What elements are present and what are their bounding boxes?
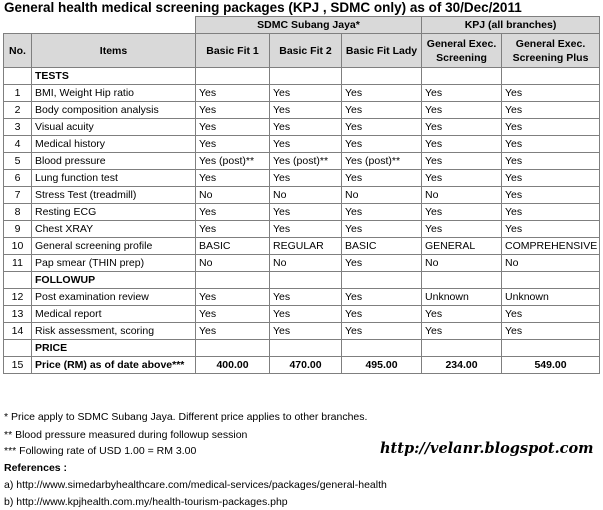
row-value: Yes (post)** [196,153,270,170]
row-value: Yes [422,204,502,221]
row-value: Yes [270,170,342,187]
note-2: ** Blood pressure measured during followup session [4,429,248,441]
row-value: Yes [422,153,502,170]
blog-url[interactable]: http://velanr.blogspot.com [380,440,594,457]
row-value: No [270,187,342,204]
row-number: 13 [4,306,32,323]
note-1: * Price apply to SDMC Subang Jaya. Different price applies to other branches. [4,411,368,423]
section-empty-cell [502,340,600,357]
price-value: 234.00 [422,357,502,374]
price-value: 549.00 [502,357,600,374]
reference-a[interactable]: a) http://www.simedarbyhealthcare.com/medical-services/packages/general-health [4,479,387,491]
row-value: Yes [270,289,342,306]
table-row [4,85,600,102]
section-label: FOLLOWUP [32,272,196,289]
references-label: References : [4,462,68,474]
row-number: 3 [4,119,32,136]
table-row [4,323,600,340]
row-value: Yes [502,85,600,102]
row-value: Yes [422,306,502,323]
row-value: Yes [502,119,600,136]
row-number: 10 [4,238,32,255]
row-value: Yes (post)** [270,153,342,170]
row-value: Yes [422,119,502,136]
row-value: Yes [196,221,270,238]
row-item: Chest XRAY [32,221,196,238]
section-empty-cell [270,68,342,85]
group-header-row [4,17,600,34]
row-value: Yes [196,102,270,119]
row-value: No [342,187,422,204]
section-empty-cell [422,340,502,357]
table-row [4,136,600,153]
row-value: GENERAL [422,238,502,255]
row-value: Yes [342,102,422,119]
section-empty-cell [422,272,502,289]
row-value: Yes [270,323,342,340]
section-row-followup [4,272,600,289]
row-value: Yes [342,204,422,221]
row-item: General screening profile [32,238,196,255]
row-value: Yes [342,289,422,306]
row-value: Yes [342,119,422,136]
row-value: Yes (post)** [342,153,422,170]
section-no-empty [4,272,32,289]
row-value: Yes [196,306,270,323]
empty-corner [4,17,196,34]
row-value: Yes [342,136,422,153]
row-value: Yes [422,136,502,153]
packages-table [3,16,600,374]
section-row-tests [4,68,600,85]
row-item: Blood pressure [32,153,196,170]
page-title: General health medical screening packages (KPJ , SDMC only) as of 30/Dec/2011 [4,0,522,15]
row-value: No [196,187,270,204]
row-value: Yes [502,153,600,170]
row-value: Yes [342,255,422,272]
price-value: 470.00 [270,357,342,374]
row-value: Unknown [502,289,600,306]
row-value: Yes [270,204,342,221]
table-row [4,204,600,221]
row-number: 11 [4,255,32,272]
row-item: Pap smear (THIN prep) [32,255,196,272]
row-value: Yes [196,170,270,187]
row-value: Yes [422,85,502,102]
row-value: Yes [270,119,342,136]
row-number: 2 [4,102,32,119]
col-basic-fit-lady: Basic Fit Lady [342,34,422,68]
col-general-exec-plus: General Exec. Screening Plus [502,34,600,68]
row-value: Yes [502,170,600,187]
row-item: Risk assessment, scoring [32,323,196,340]
section-empty-cell [502,272,600,289]
section-no-empty [4,340,32,357]
row-value: Yes [196,204,270,221]
table-row [4,170,600,187]
row-value: Yes [502,187,600,204]
row-value: No [502,255,600,272]
row-value: No [270,255,342,272]
price-row [4,357,600,374]
table-row [4,221,600,238]
row-item: Medical report [32,306,196,323]
section-empty-cell [422,68,502,85]
row-item: Stress Test (treadmill) [32,187,196,204]
row-value: COMPREHENSIVE [502,238,600,255]
row-item: Body composition analysis [32,102,196,119]
row-value: Yes [196,136,270,153]
row-value: Yes [422,170,502,187]
col-basic-fit-1: Basic Fit 1 [196,34,270,68]
row-value: Unknown [422,289,502,306]
row-number: 7 [4,187,32,204]
row-value: Yes [502,102,600,119]
row-number: 6 [4,170,32,187]
section-empty-cell [270,272,342,289]
row-number: 4 [4,136,32,153]
row-value: Yes [502,323,600,340]
row-value: REGULAR [270,238,342,255]
row-value: No [196,255,270,272]
row-value: No [422,187,502,204]
group-sdmc: SDMC Subang Jaya* [196,17,422,34]
row-number: 5 [4,153,32,170]
section-empty-cell [270,340,342,357]
row-number: 14 [4,323,32,340]
row-value: Yes [196,323,270,340]
row-value: Yes [342,221,422,238]
row-value: Yes [422,221,502,238]
section-empty-cell [502,68,600,85]
table-row [4,289,600,306]
row-value: Yes [502,136,600,153]
group-kpj: KPJ (all branches) [422,17,600,34]
row-number: 9 [4,221,32,238]
section-no-empty [4,68,32,85]
row-value: No [422,255,502,272]
table-row [4,102,600,119]
row-item: Visual acuity [32,119,196,136]
section-empty-cell [196,272,270,289]
col-items: Items [32,34,196,68]
table-row [4,255,600,272]
section-empty-cell [342,272,422,289]
section-empty-cell [196,340,270,357]
row-item: Lung function test [32,170,196,187]
row-value: BASIC [342,238,422,255]
row-value: Yes [342,170,422,187]
reference-b[interactable]: b) http://www.kpjhealth.com.my/health-tourism-packages.php [4,496,288,508]
table-row [4,153,600,170]
row-value: Yes [342,85,422,102]
row-value: Yes [196,85,270,102]
price-value: 400.00 [196,357,270,374]
row-value: Yes [196,119,270,136]
col-basic-fit-2: Basic Fit 2 [270,34,342,68]
row-number: 12 [4,289,32,306]
table-row [4,238,600,255]
section-row-price [4,340,600,357]
section-label: PRICE [32,340,196,357]
section-empty-cell [342,68,422,85]
row-item: Resting ECG [32,204,196,221]
row-value: Yes [502,221,600,238]
row-item: Medical history [32,136,196,153]
row-number: 8 [4,204,32,221]
col-no: No. [4,34,32,68]
row-value: Yes [270,306,342,323]
column-header-row [4,34,600,68]
row-value: Yes [422,102,502,119]
row-value: Yes [270,102,342,119]
row-value: Yes [270,136,342,153]
row-number: 1 [4,85,32,102]
section-label: TESTS [32,68,196,85]
table-row [4,187,600,204]
price-value: 495.00 [342,357,422,374]
row-value: Yes [502,306,600,323]
row-value: Yes [342,323,422,340]
table-row [4,306,600,323]
col-general-exec: General Exec. Screening [422,34,502,68]
row-value: Yes [270,221,342,238]
row-value: BASIC [196,238,270,255]
section-empty-cell [342,340,422,357]
row-value: Yes [502,204,600,221]
row-value: Yes [342,306,422,323]
price-row-label: Price (RM) as of date above*** [32,357,196,374]
row-value: Yes [270,85,342,102]
table-row [4,119,600,136]
row-value: Yes [196,289,270,306]
price-row-number: 15 [4,357,32,374]
note-3: *** Following rate of USD 1.00 = RM 3.00 [4,445,197,457]
row-value: Yes [422,323,502,340]
row-item: BMI, Weight Hip ratio [32,85,196,102]
section-empty-cell [196,68,270,85]
row-item: Post examination review [32,289,196,306]
